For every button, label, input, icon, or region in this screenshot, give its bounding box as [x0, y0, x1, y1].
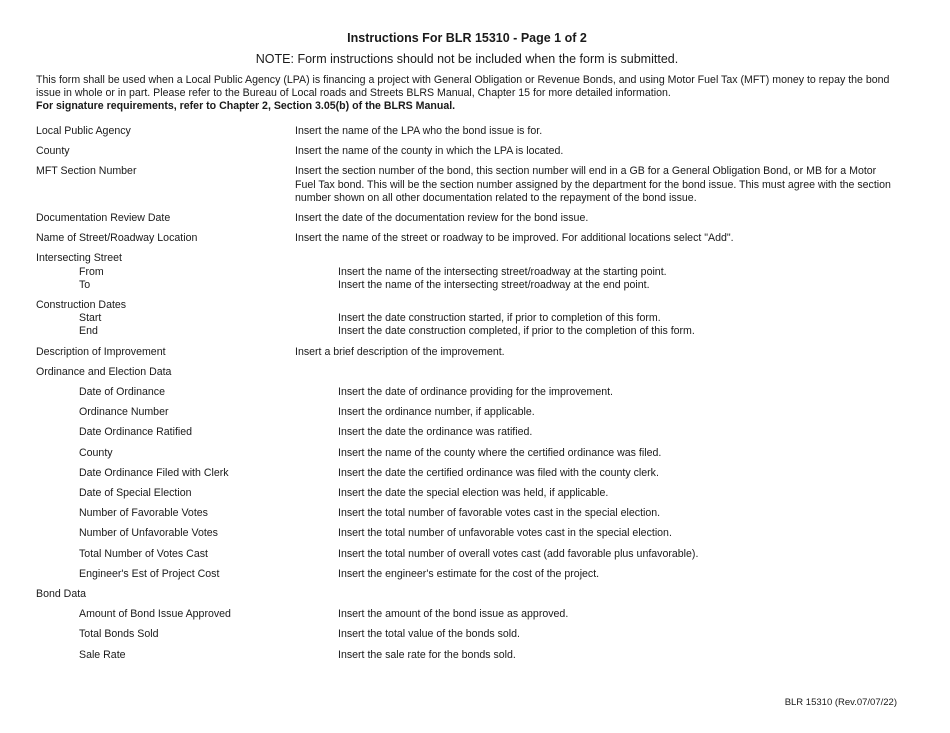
label: County — [36, 145, 70, 158]
row-total-bonds-sold — [36, 628, 900, 641]
row-engineer-estimate — [36, 568, 900, 581]
instruction: Insert the section number of the bond, this section number will end in a GB for a General Obligation Bond, or MB for a Motor Fuel Tax bond. This will be the section number assigned by the department for the bond issue. This must agree with the section number shown on all other documentation related to the repayment of the bond issue. — [295, 165, 891, 204]
label: Number of Unfavorable Votes — [79, 527, 218, 540]
label: Ordinance Number — [79, 406, 169, 419]
row-ordinance-county — [36, 447, 900, 460]
label: Name of Street/Roadway Location — [36, 232, 198, 245]
instruction: Insert the date the special election was held, if applicable. — [338, 487, 609, 500]
row-start — [36, 312, 900, 325]
row-date-filed-with-clerk — [36, 467, 900, 480]
row-to — [36, 279, 900, 292]
row-construction-dates — [36, 299, 900, 312]
instruction: Insert the name of the LPA who the bond issue is for. — [295, 125, 543, 137]
instruction: Insert the date construction started, if prior to completion of this form. — [338, 312, 661, 325]
instruction: Insert the date the ordinance was ratified. — [338, 426, 533, 439]
label: Documentation Review Date — [36, 212, 171, 225]
instruction: Insert the name of the intersecting street/roadway at the starting point. — [338, 265, 667, 278]
instruction: Insert the date of ordinance providing for the improvement. — [338, 386, 614, 399]
instruction: Insert the date of the documentation review for the bond issue. — [295, 212, 589, 225]
instruction: Insert the date construction completed, if prior to the completion of this form. — [338, 325, 695, 338]
instruction: Insert the total number of overall votes cast (add favorable plus unfavorable). — [338, 547, 699, 560]
label: Date Ordinance Ratified — [79, 426, 193, 439]
row-date-ordinance-ratified — [36, 426, 900, 439]
label: Bond Data — [36, 588, 87, 601]
row-sale-rate — [36, 649, 900, 662]
row-ordinance-election-data — [36, 366, 900, 379]
instructions-list — [36, 125, 900, 669]
label: County — [79, 446, 113, 459]
intro-bold-text: For signature requirements, refer to Chapter 2, Section 3.05(b) of the BLRS Manual. — [36, 100, 456, 113]
row-street-location — [36, 232, 900, 245]
row-county — [36, 145, 900, 158]
label: Amount of Bond Issue Approved — [79, 608, 231, 621]
instruction: Insert the name of the county where the certified ordinance was filed. — [338, 446, 662, 459]
row-total-votes — [36, 548, 900, 561]
instruction: Insert the engineer's estimate for the cost of the project. — [338, 567, 600, 580]
label: Intersecting Street — [36, 252, 122, 265]
label: Date of Ordinance — [79, 386, 165, 399]
row-ordinance-number — [36, 406, 900, 419]
label: Total Number of Votes Cast — [79, 547, 208, 560]
row-intersecting-street — [36, 252, 900, 265]
label: Description of Improvement — [36, 345, 166, 358]
instruction: Insert the name of the intersecting street/roadway at the end point. — [338, 278, 650, 291]
instruction: Insert the amount of the bond issue as approved. — [338, 608, 569, 621]
label: Start — [79, 312, 102, 325]
intro-text: This form shall be used when a Local Public Agency (LPA) is financing a project with General Obligation or Revenue Bonds, and using Motor Fuel Tax (MFT) money to repay the bond issue in whole or in part. Please refer to the Bureau of Local roads and Streets BLRS Manual, Chapter 15 for more detailed information. — [36, 74, 890, 100]
instruction: Insert the date the certified ordinance was filed with the county clerk. — [338, 466, 659, 479]
instruction: Insert the total value of the bonds sold. — [338, 628, 520, 641]
instruction: Insert the name of the county in which the LPA is located. — [295, 145, 564, 158]
row-date-special-election — [36, 487, 900, 500]
row-from — [36, 266, 900, 279]
label: Engineer's Est of Project Cost — [79, 567, 220, 580]
label: MFT Section Number — [36, 165, 137, 178]
label: Sale Rate — [79, 648, 126, 661]
label: Date of Special Election — [79, 487, 192, 500]
row-documentation-review-date — [36, 212, 900, 225]
row-end — [36, 325, 900, 338]
row-unfavorable-votes — [36, 527, 900, 540]
label: Local Public Agency — [36, 125, 131, 137]
instruction: Insert the total number of favorable votes cast in the special election. — [338, 507, 661, 520]
page-title: Instructions For BLR 15310 - Page 1 of 2 — [347, 31, 587, 45]
instruction: Insert the ordinance number, if applicable. — [338, 406, 535, 419]
instruction: Insert the total number of unfavorable votes cast in the special election. — [338, 527, 672, 540]
row-local-public-agency — [36, 125, 900, 138]
label: End — [79, 325, 98, 338]
intro-paragraph — [36, 74, 896, 114]
label: Construction Dates — [36, 299, 127, 312]
row-favorable-votes — [36, 507, 900, 520]
instruction: Insert the name of the street or roadway to be improved. For additional locations select "Add". — [295, 232, 734, 245]
label: From — [79, 265, 104, 278]
row-date-of-ordinance — [36, 386, 900, 399]
instruction: Insert the sale rate for the bonds sold. — [338, 648, 516, 661]
row-bond-data — [36, 588, 900, 601]
label: To — [79, 278, 91, 291]
row-mft-section-number — [36, 165, 900, 205]
label: Total Bonds Sold — [79, 628, 159, 641]
label: Number of Favorable Votes — [79, 507, 208, 520]
label: Ordinance and Election Data — [36, 365, 172, 378]
form-revision-footer: BLR 15310 (Rev.07/07/22) — [784, 697, 897, 708]
note-text: NOTE: Form instructions should not be included when the form is submitted. — [255, 52, 679, 66]
label: Date Ordinance Filed with Clerk — [79, 466, 229, 479]
row-bond-amount — [36, 608, 900, 621]
row-description — [36, 346, 900, 359]
instruction: Insert a brief description of the improvement. — [295, 345, 505, 358]
